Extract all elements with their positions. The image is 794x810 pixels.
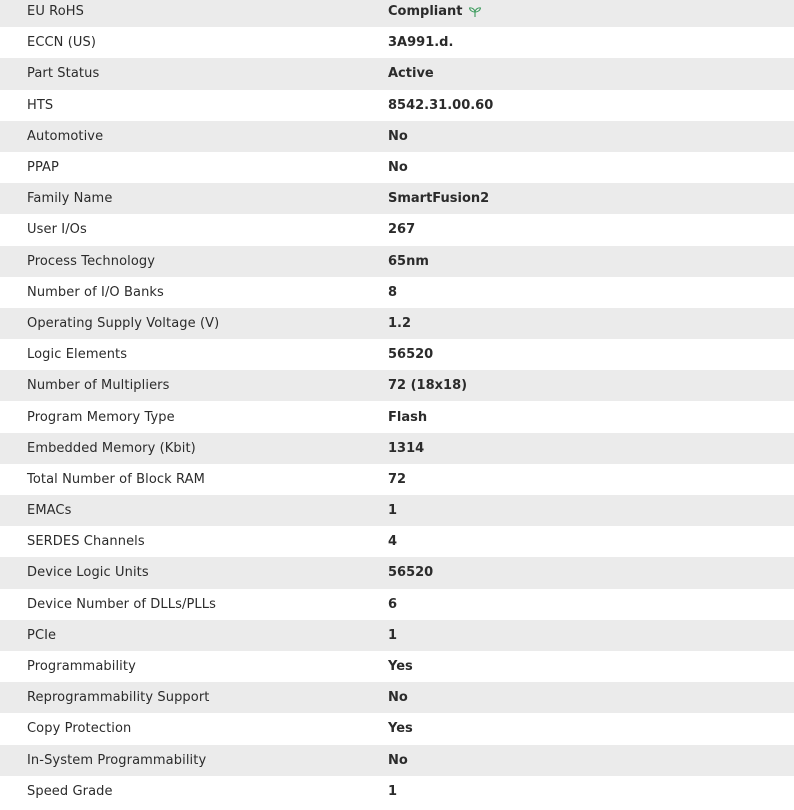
spec-row-eu-rohs [0, 0, 794, 27]
spec-label: EU RoHS [27, 4, 84, 20]
spec-value: 8542.31.00.60 [388, 97, 494, 113]
spec-row-speed-grade [0, 776, 794, 807]
spec-value: No [388, 128, 408, 144]
spec-row-programmability [0, 651, 794, 682]
spec-row-device-logic-units [0, 557, 794, 588]
spec-row-multipliers [0, 370, 794, 401]
spec-label: Family Name [27, 191, 113, 207]
spec-row-automotive [0, 121, 794, 152]
spec-label: Part Status [27, 66, 100, 82]
spec-label: Copy Protection [27, 721, 132, 737]
spec-label: Embedded Memory (Kbit) [27, 440, 196, 456]
spec-value: 1 [388, 783, 398, 799]
spec-row-reprogrammability [0, 682, 794, 713]
spec-label: HTS [27, 97, 54, 113]
spec-row-hts [0, 90, 794, 121]
spec-label: Number of Multipliers [27, 378, 170, 394]
spec-value: 72 (18x18) [388, 378, 468, 394]
spec-label: Automotive [27, 128, 104, 144]
spec-label: In-System Programmability [27, 752, 207, 768]
spec-value: Flash [388, 409, 428, 425]
spec-label: Process Technology [27, 253, 156, 269]
spec-label: PCIe [27, 627, 57, 643]
spec-row-family-name [0, 183, 794, 214]
spec-label: Speed Grade [27, 783, 113, 799]
spec-value: 6 [388, 596, 398, 612]
spec-value: SmartFusion2 [388, 191, 490, 207]
spec-value: Yes [388, 721, 413, 737]
spec-label: Total Number of Block RAM [27, 471, 205, 487]
spec-value: 56520 [388, 347, 434, 363]
spec-value: 4 [388, 534, 398, 550]
spec-value: No [388, 690, 408, 706]
spec-label: Programmability [27, 659, 136, 675]
spec-label: ECCN (US) [27, 35, 97, 51]
spec-row-serdes-channels [0, 526, 794, 557]
spec-label: PPAP [27, 160, 59, 176]
spec-value: No [388, 160, 408, 176]
spec-label: User I/Os [27, 222, 87, 238]
spec-row-program-memory-type [0, 401, 794, 432]
spec-label: Reprogrammability Support [27, 690, 210, 706]
spec-row-part-status [0, 58, 794, 89]
spec-value: 3A991.d. [388, 35, 454, 51]
spec-label: Device Number of DLLs/PLLs [27, 596, 216, 612]
spec-row-pcie [0, 620, 794, 651]
spec-value: 72 [388, 471, 407, 487]
spec-row-copy-protection [0, 713, 794, 744]
spec-value-text: Compliant [388, 4, 463, 20]
spec-row-process-technology [0, 246, 794, 277]
spec-value: 56520 [388, 565, 434, 581]
leaf-icon [468, 6, 482, 18]
spec-row-dlls-plls [0, 589, 794, 620]
spec-label: Program Memory Type [27, 409, 175, 425]
spec-row-io-banks [0, 277, 794, 308]
spec-label: Number of I/O Banks [27, 284, 164, 300]
spec-value: 8 [388, 284, 398, 300]
spec-row-emacs [0, 495, 794, 526]
spec-row-supply-voltage [0, 308, 794, 339]
spec-row-in-system-programmability [0, 745, 794, 776]
spec-value: No [388, 752, 408, 768]
spec-label: Logic Elements [27, 347, 128, 363]
spec-value: 65nm [388, 253, 429, 269]
spec-value: 1314 [388, 440, 425, 456]
spec-value: 1 [388, 503, 398, 519]
spec-row-ppap [0, 152, 794, 183]
spec-row-logic-elements [0, 339, 794, 370]
spec-value: 1 [388, 627, 398, 643]
spec-value: Active [388, 66, 434, 82]
spec-value: 267 [388, 222, 416, 238]
spec-value: 1.2 [388, 315, 412, 331]
spec-label: Operating Supply Voltage (V) [27, 315, 220, 331]
spec-row-user-ios [0, 214, 794, 245]
spec-label: EMACs [27, 503, 72, 519]
spec-row-embedded-memory [0, 433, 794, 464]
spec-value [388, 4, 482, 19]
spec-value: Yes [388, 659, 413, 675]
spec-label: Device Logic Units [27, 565, 149, 581]
spec-row-eccn [0, 27, 794, 58]
spec-label: SERDES Channels [27, 534, 145, 550]
spec-row-block-ram [0, 464, 794, 495]
